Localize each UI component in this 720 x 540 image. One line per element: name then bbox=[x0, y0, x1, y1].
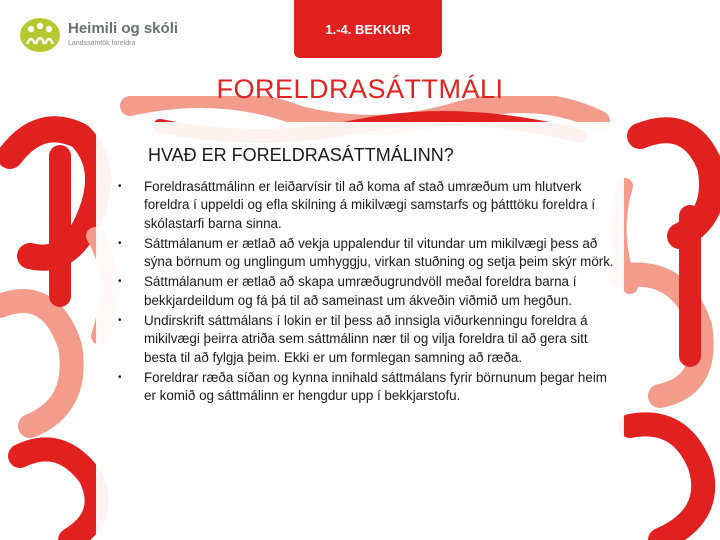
bullet-text: Undirskrift sáttmálans í lokin er til þess að innsigla viðurkenningu foreldra á mikilvægi þeirra atriða sem sáttmálinn nær til og vilja foreldra til að gera sitt besta til að fylgja þeim. Ekki er um formlegan samning að ræða. bbox=[144, 313, 588, 365]
logo-title: Heimili og skóli bbox=[68, 20, 179, 37]
list-item bbox=[118, 178, 614, 233]
bullet-icon: • bbox=[118, 181, 122, 192]
list-item bbox=[118, 235, 614, 272]
logo-subtitle: Landssamtök foreldra bbox=[68, 40, 136, 47]
bullet-text: Sáttmálanum er ætlað að vekja uppalendur til vitundar um mikilvægi þess að sýna börnum og unglingum umhyggju, virkan stuðning og setja þeim skýr mörk. bbox=[144, 235, 614, 270]
page-title: FORELDRASÁTTMÁLI bbox=[216, 74, 504, 104]
bullet-icon: • bbox=[118, 276, 122, 288]
grade-badge: 1.-4. BEKKUR bbox=[294, 0, 442, 58]
bullet-text: Foreldrar ræða síðan og kynna innihald sáttmálans fyrir börnunum þegar heim er komið og sáttmálinn er hengdur upp í bekkjarstofu. bbox=[144, 369, 607, 404]
list-item bbox=[118, 273, 614, 310]
bullet-text: Foreldrasáttmálinn er leiðarvísir til að koma af stað umræðum um hlutverk foreldra í uppeldi og efla skilning á mikilvægi samstarfs og þátttöku foreldra í skólastarfi barna sinna. bbox=[144, 179, 596, 231]
section-heading: HVAÐ ER FORELDRASÁTTMÁLINN? bbox=[148, 145, 454, 165]
list-item bbox=[118, 369, 614, 406]
bullet-icon: • bbox=[118, 371, 122, 383]
bullet-list bbox=[118, 178, 614, 408]
heimili-og-skoli-logo bbox=[18, 14, 178, 54]
family-logo-icon bbox=[18, 14, 62, 54]
bullet-icon: • bbox=[118, 237, 122, 249]
bullet-text: Sáttmálanum er ætlað að skapa umræðugrundvöll meðal foreldra barna í bekkjardeildum og fá þá til að sameinast um ákveðin viðmið um hegðun. bbox=[144, 274, 577, 308]
list-item bbox=[118, 312, 614, 367]
bullet-icon: • bbox=[118, 315, 122, 327]
